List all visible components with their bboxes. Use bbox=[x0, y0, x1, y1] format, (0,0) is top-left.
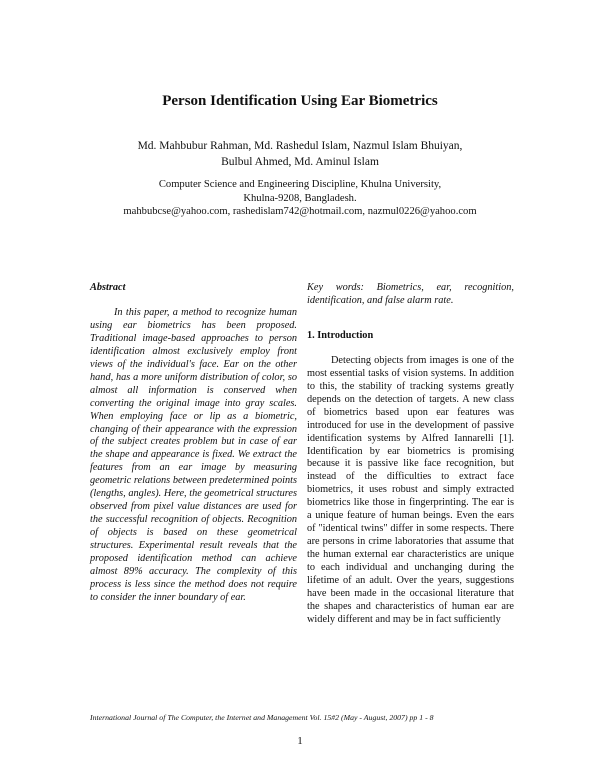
author-emails: mahbubcse@yahoo.com, rashedislam742@hotmail.com, nazmul0226@yahoo.com bbox=[123, 206, 477, 218]
abstract-heading: Abstract bbox=[90, 282, 126, 293]
authors-line-2: Bulbul Ahmed, Md. Aminul Islam bbox=[221, 156, 379, 168]
journal-footer: International Journal of The Computer, the Internet and Management Vol. 15#2 (May - August, 2007) pp 1 - 8 bbox=[90, 713, 434, 722]
left-column bbox=[90, 282, 297, 605]
paper-title: Person Identification Using Ear Biometrics bbox=[162, 93, 438, 109]
author-list bbox=[0, 138, 600, 170]
affiliation-line-1: Computer Science and Engineering Discipline, Khulna University, bbox=[158, 179, 442, 190]
abstract-text: In this paper, a method to recognize human using ear biometrics has been proposed. Traditional image-based approaches to person identification almost exclusively employ front views of the individual's face. Ear on the other hand, has a more uniform distribution of color, so almost all information is conserved when converting the original image into gray scales. When employing face or lip as a biometric, changing of their appearance with the expression of the subject creates problem but in case of ear the shape and appearance is fixed. We extract the features from an ear image by measuring geometric relations between predetermined points (lengths, angles). Here, the geometrical structures observed from pixel value distances are used for the successful recognition of objects. Recognition of objects is based on these geometrical structures. Experimental result reveals that the proposed identification method can achieve almost 89% accuracy. The complexity of this process is less since the method does not require to consider the inner boundary of ear. bbox=[90, 306, 297, 603]
affiliation bbox=[0, 178, 600, 219]
page-number: 1 bbox=[297, 735, 303, 747]
right-column bbox=[307, 282, 514, 627]
affiliation-line-2: Khulna-9208, Bangladesh. bbox=[243, 192, 357, 204]
authors-line-1: Md. Mahbubur Rahman, Md. Rashedul Islam, Nazmul Islam Bhuiyan, bbox=[137, 140, 463, 152]
section-heading-introduction: 1. Introduction bbox=[307, 329, 374, 341]
keywords: Key words: Biometrics, ear, recognition, identification, and false alarm rate. bbox=[307, 282, 514, 306]
introduction-text: Detecting objects from images is one of the most essential tasks of vision systems. In addition to this, the stability of tracking systems greatly depends on the detection of targets. A new class of biometrics based upon ear features was introduced for use in the development of passive identification systems by Alfred Iannarelli [1]. Identification by ear biometrics is promising because it is passive like face recognition, but instead of the difficulties to extract face biometrics, it uses robust and simply extracted biometrics like those in fingerprinting. The ear is a unique feature of human beings. Even the ears of "identical twins" differ in some respects. There are persons in crime laboratories that assume that the human external ear characteristics are unique to each individual and unchanging during the lifetime of an adult. Over the years, suggestions have been made in the occasional literature that the shapes and characteristics of human ear are widely different and may be in fact sufficiently bbox=[307, 354, 514, 625]
